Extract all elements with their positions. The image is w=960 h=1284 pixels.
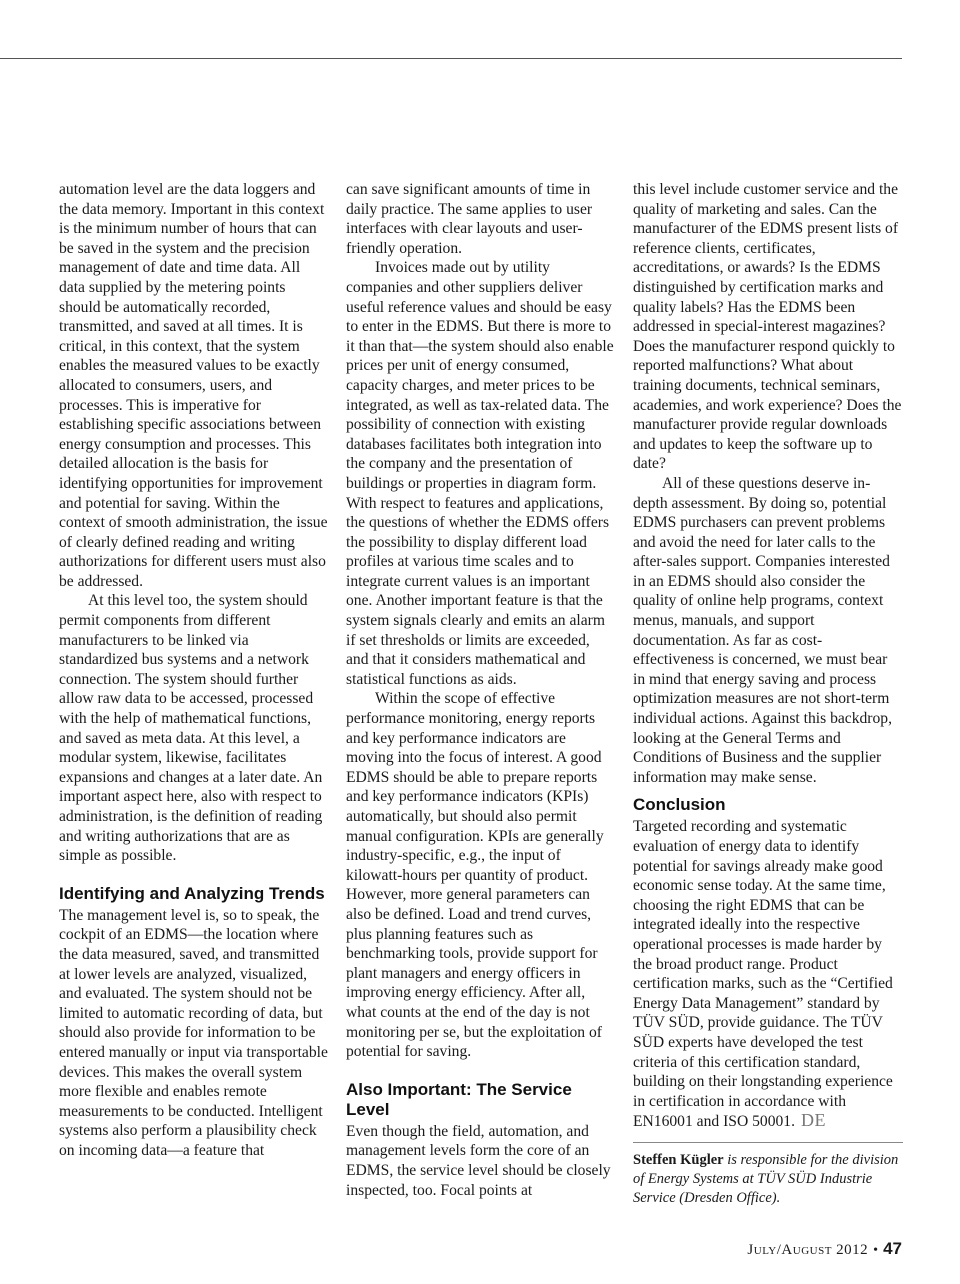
body-paragraph: At this level too, the system should permit components from different manufacturers to be linked via standardized bus systems and a network connection. The system should further allow raw data to be accessed, processed with the help of mathematical functions, and saved as meta data. At this level, a modular system, likewise, facilitates expansions and changes at a later date. An important aspect here, also with respect to administration, is the definition of reading and writing authorizations that are as simple as possible. [59,592,323,865]
body-paragraph: can save significant amounts of time in daily practice. The same applies to user interfaces with clear layouts and user-friendly operation. [346,181,593,257]
column-2 [346,180,616,1200]
body-paragraph: The management level is, so to speak, the cockpit of an EDMS—the location where the data measured, saved, and transmitted at lower levels are analyzed, visualized, and evaluated. The system should not be limited to automatic recording of data, but should also provide for information to be entered manually or input via transportable devices. This makes the overall system more flexible and enables remote measurements to be conducted. Intelligent systems also perform a plausibility check on incoming data—a feature that [59,906,328,1159]
body-paragraph: Invoices made out by utility companies and other suppliers deliver useful reference values and should be easy to enter in the EDMS. But there is more to it than that—the system should also enable prices per unit of energy consumed, capacity charges, and meter prices to be integrated, as well as tax-related data. The possibility of connection with existing databases facilitates both integration into the company and the presentation of buildings or properties in diagram form. With respect to features and applications, the questions of whether the EDMS offers the possibility to display different load profiles at various time scales and to integrate current values is an important one. Another important feature is that the system signals clearly and emits an alarm if set thresholds or limits are exceeded, and that it considers mathematical and statistical functions as aids. [346,259,614,688]
author-description: is responsible for the division of Energy Systems at TÜV SÜD Industrie Service (Dresden Office). [633,1151,899,1206]
column-1 [59,180,329,1161]
section-heading-identifying-trends: Identifying and Analyzing Trends [59,883,325,903]
issue-date: July/August 2012 [747,1242,869,1258]
end-mark: DE [801,1110,826,1131]
page-footer [747,1239,902,1259]
footer-bullet: • [873,1243,879,1258]
author-bio [633,1142,903,1208]
body-paragraph: automation level are the data loggers and the data memory. Important in this context is the minimum number of hours that can be saved in the system and the precision management of date and time data. All data supplied by the metering points should be automatically recorded, transmitted, and saved at all times. It is critical, in this context, that the system enables the measured values to be exactly allocated to consumers, users, and processes. This is imperative for establishing specific associations between energy consumption and processes. This detailed allocation is the basis for identifying opportunities for improvement and potential for saving. Within the context of smooth administration, the issue of clearly defined reading and writing authorizations for different users must also be addressed. [59,181,328,590]
body-paragraph: Even though the field, automation, and management levels form the core of an EDMS, the service level should be closely inspected, too. Focal points at [346,1122,611,1199]
body-paragraph: All of these questions deserve in-depth assessment. By doing so, potential EDMS purchasers can prevent problems and avoid the need for later calls to the after-sales support. Companies interested in an EDMS should also consider the quality of online help programs, context menus, manuals, and support documentation. As far as cost-effectiveness is concerned, we must bear in mind that energy saving and process optimization measures are not short-term individual actions. Against this backdrop, looking at the General Terms and Conditions of Business and the supplier information may make sense. [633,474,892,786]
conclusion-paragraph [633,817,903,1132]
column-3 [633,180,903,1208]
conclusion-text: Targeted recording and systematic evaluation of energy data to identify potential for savings already make good economic sense today. At the same time, choosing the right EDMS that can be integrated ideally into the respective operational processes is made harder by the broad product range. Product certification marks, such as the “Certified Energy Data Management” standard by TÜV SÜD, provide guidance. The TÜV SÜD experts have developed the test criteria of this certification standard, building on their longstanding experience in certification in accordance with EN16001 and ISO 50001. [633,818,893,1131]
page-number: 47 [883,1239,902,1258]
body-paragraph: Within the scope of effective performance monitoring, energy reports and key performance indicators are moving into the focus of interest. A good EDMS should be able to prepare reports and key performance indicators (KPIs) automatically, but should also permit manual configuration. KPIs are generally industry-specific, e.g., the input of kilowatt-hours per quantity of product. However, more general parameters can also be defined. Load and trend curves, plus planning features such as benchmarking tools, provide support for plant managers and energy officers in improving energy efficiency. After all, what counts at the end of the day is not monitoring per se, but the exploitation of potential for saving. [346,690,604,1061]
section-heading-service-level: Also Important: The Service Level [346,1079,572,1119]
author-name: Steffen Kügler [633,1151,724,1168]
header-rule [0,58,902,59]
body-paragraph: this level include customer service and the quality of marketing and sales. Can the manufacturer of the EDMS present lists of reference clients, certificates, accreditations, or awards? Is the EDMS distinguished by certification marks and quality labels? Has the EDMS been addressed in special-interest magazines? Does the manufacturer respond quickly to reported malfunctions? What about training documents, technical seminars, academies, and work experience? Does the manufacturer provide regular downloads and updates to keep the software up to date? [633,181,902,473]
section-heading-conclusion: Conclusion [633,795,726,815]
